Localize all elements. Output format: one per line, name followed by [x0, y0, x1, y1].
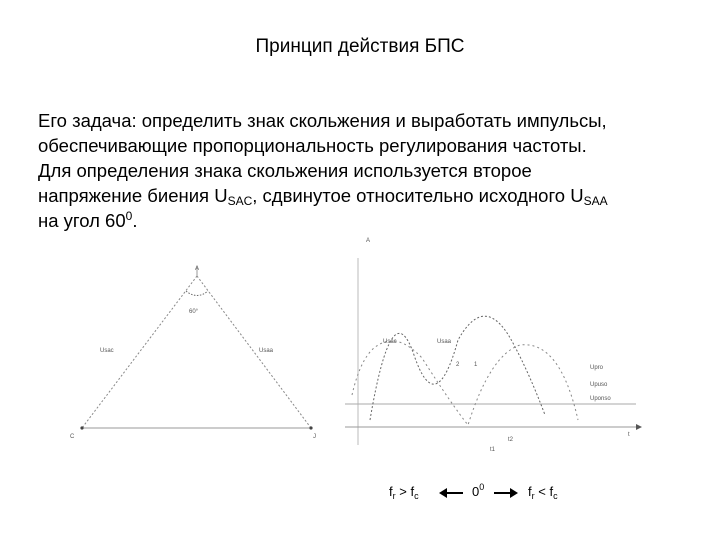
axis-label-t1: t1: [490, 447, 496, 453]
wave-label-upro: Upro: [590, 365, 604, 371]
top-axis-mark: A: [366, 238, 371, 244]
beat-waveform-diagram: [345, 238, 642, 453]
line4-text-a: напряжение биения U: [38, 185, 228, 206]
line4-subscript-saa: SAA: [583, 194, 608, 208]
axis-label-t: t: [628, 432, 630, 438]
line4-text-b: , сдвинутое относительно исходного U: [252, 185, 584, 206]
angle-arc: [186, 291, 208, 296]
line4-subscript-sac: SAC: [227, 194, 253, 208]
side-label-right: Usaa: [259, 348, 274, 354]
paragraph-line-2: обеспечивающие пропорциональность регулирования частоты.: [38, 135, 587, 156]
vector-triangle-diagram: [70, 266, 316, 440]
wave-label-usac: Usac: [383, 339, 397, 345]
caption-right: $f_r < f_c$: [528, 484, 558, 501]
vertex-label-top: A: [195, 266, 200, 272]
side-label-left: Usac: [100, 348, 114, 354]
line5-text-b: .: [132, 210, 138, 231]
paragraph-line-3: Для определения знака скольжения используется второе: [38, 160, 532, 181]
time-axis-arrow: [636, 424, 642, 430]
line5-superscript: 0: [125, 209, 133, 223]
wave-label-1: 1: [474, 362, 478, 368]
left-arrow-head: [439, 488, 447, 498]
wave-label-2: 2: [456, 362, 460, 368]
right-arrow-head: [510, 488, 518, 498]
caption-left: $f_r > f_c$: [389, 484, 419, 501]
vertex-label-left: C: [70, 434, 75, 440]
axis-label-t2: t2: [508, 437, 514, 443]
wave-label-uponso: Uponso: [590, 396, 611, 402]
angle-label: 60°: [189, 309, 199, 315]
triangle-side-right: [197, 276, 311, 428]
wave-label-usaa: Usaa: [437, 339, 452, 345]
frequency-caption: [389, 482, 558, 501]
wave-label-upuso: Upuso: [590, 382, 608, 388]
paragraph-line-1: Его задача: определить знак скольжения и выработать импульсы,: [38, 110, 607, 131]
vertex-label-right: J: [313, 434, 316, 440]
vertex-dot-right: [309, 426, 312, 429]
vertex-dot-left: [80, 426, 83, 429]
line5-text-a: на угол 60: [38, 210, 126, 231]
caption-center: $0^0$: [472, 482, 485, 499]
slide-title: Принцип действия БПС: [255, 36, 465, 57]
